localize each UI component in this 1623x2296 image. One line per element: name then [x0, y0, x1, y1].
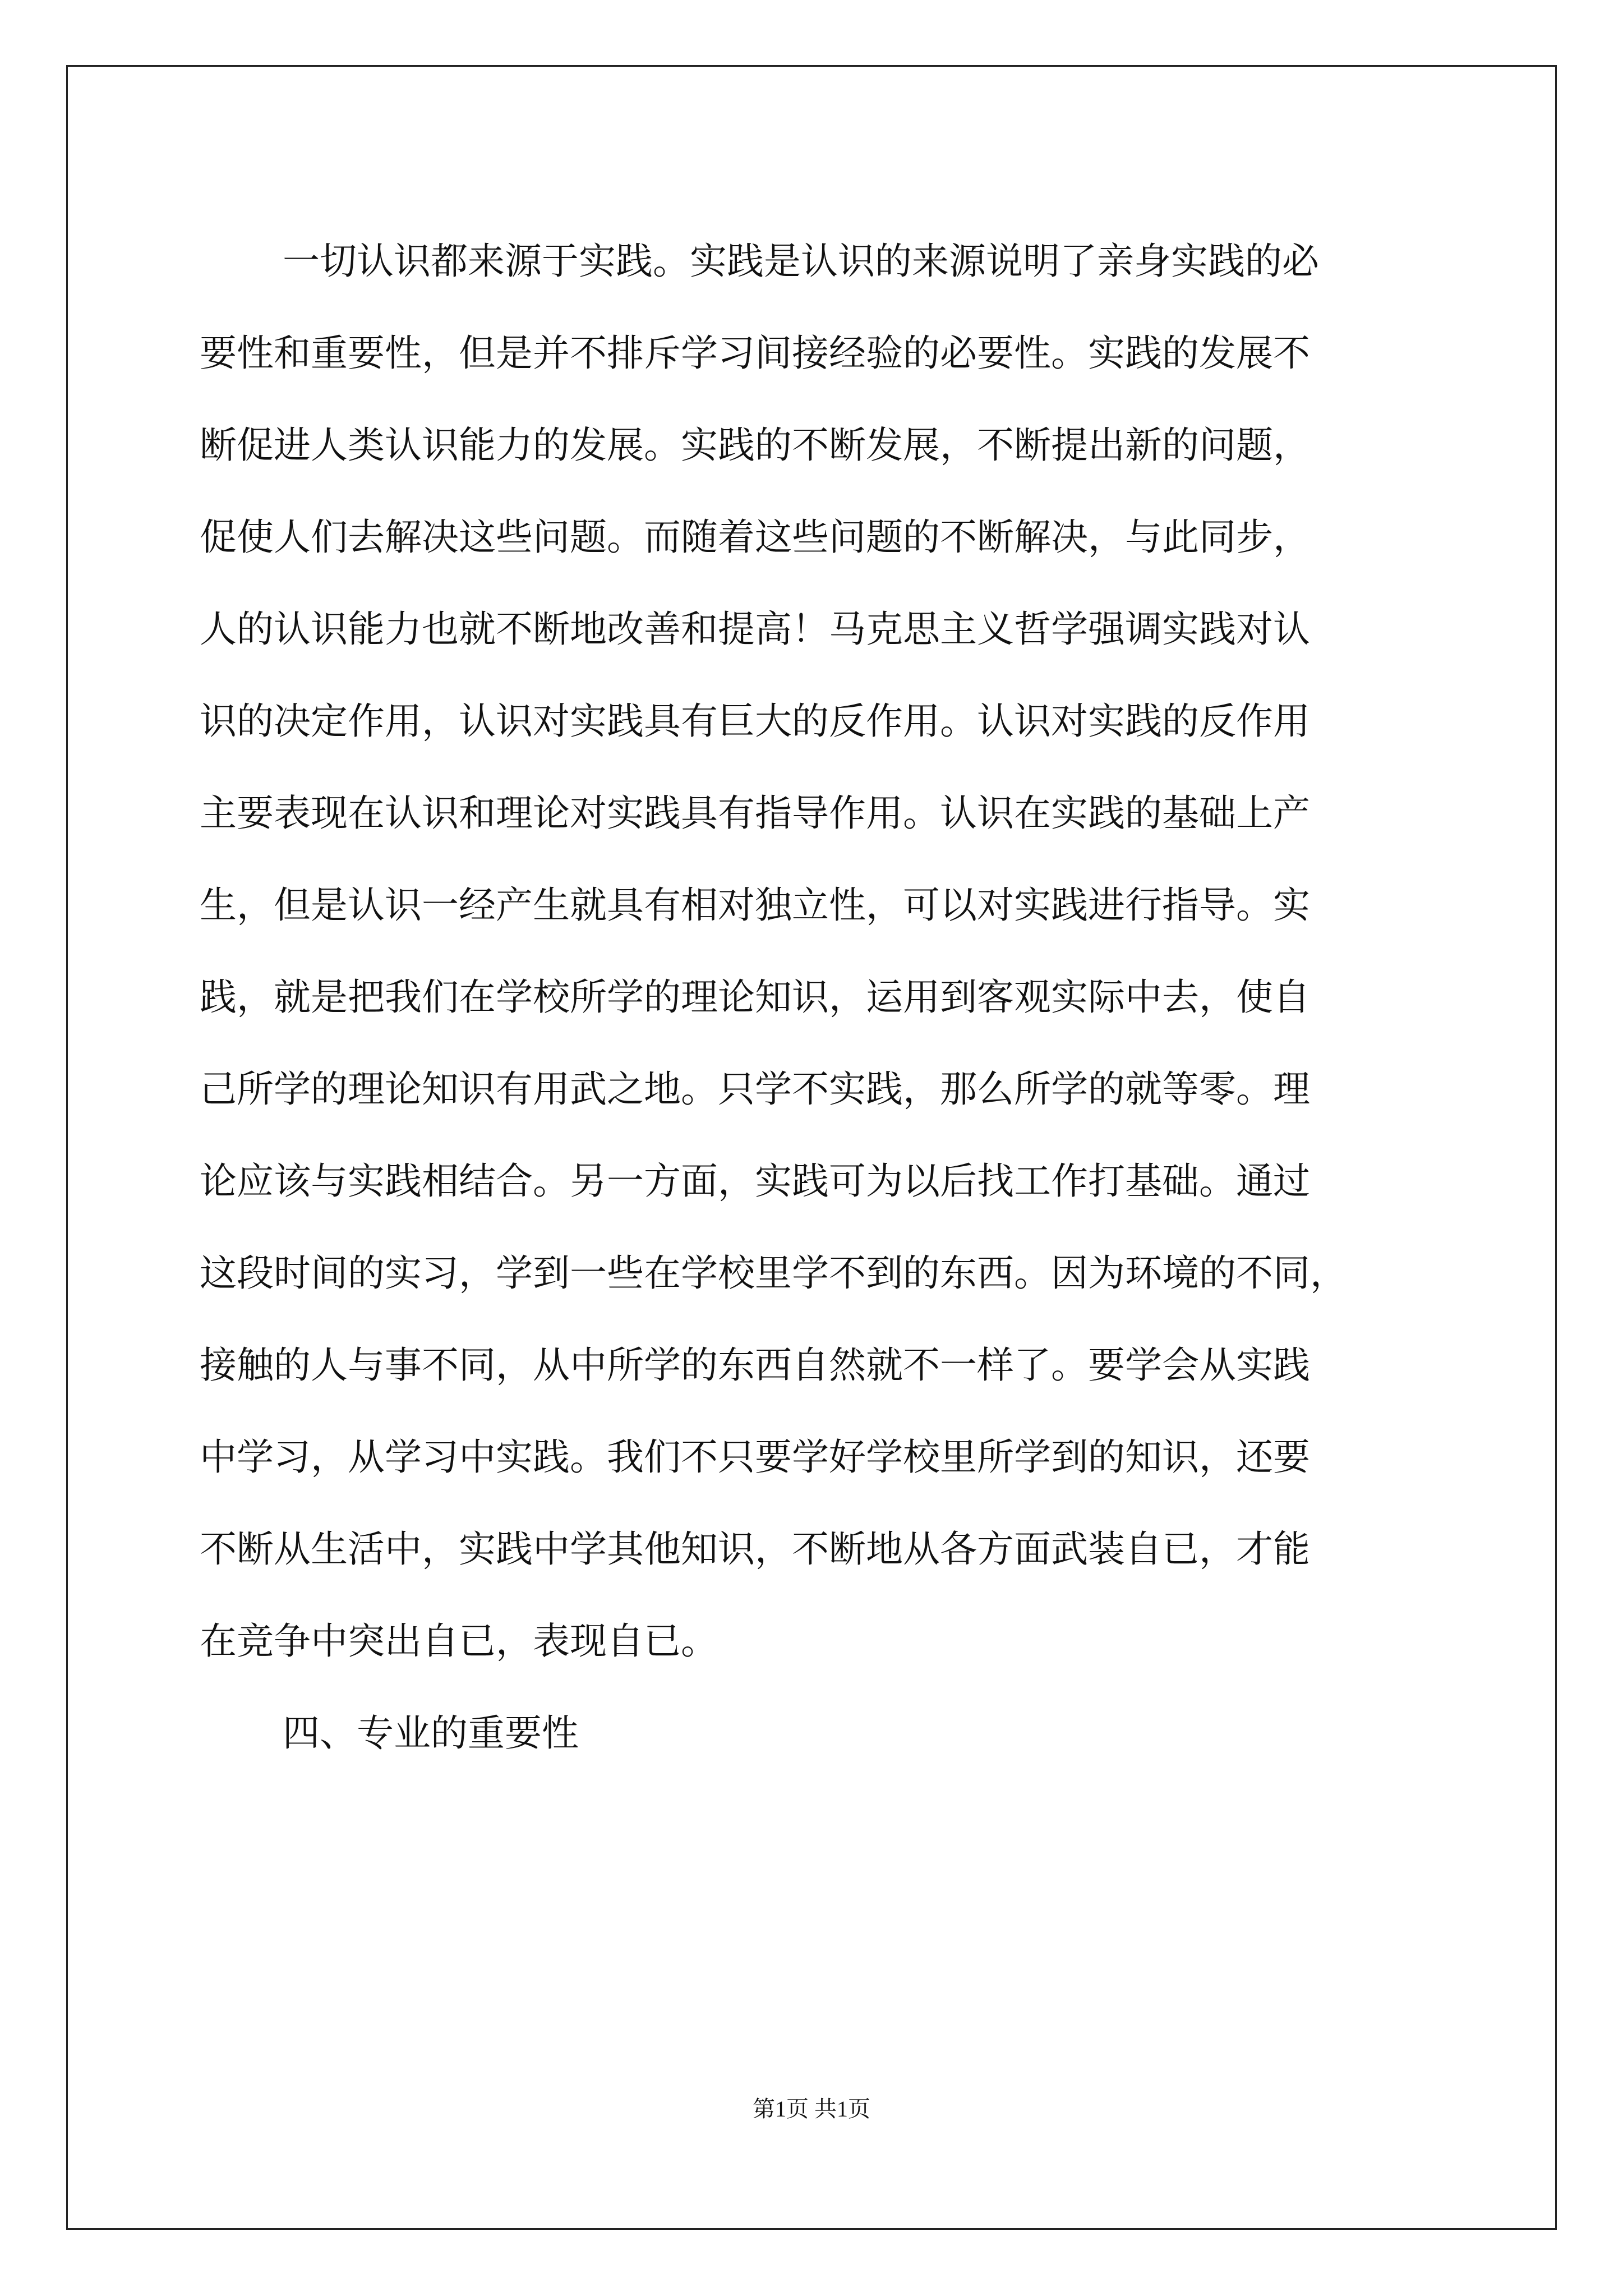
- paragraph-line: 践，就是把我们在学校所学的理论知识，运用到客观实际中去，使自: [200, 976, 1310, 1019]
- paragraph-line: 己所学的理论知识有用武之地。只学不实践，那么所学的就等零。理: [200, 1068, 1310, 1111]
- paragraph-line: 这段时间的实习，学到一些在学校里学不到的东西。因为环境的不同，: [200, 1251, 1347, 1295]
- paragraph-line: 接触的人与事不同，从中所学的东西自然就不一样了。要学会从实践: [200, 1343, 1310, 1387]
- page-number-footer: 第1页 共1页: [753, 2096, 870, 2122]
- paragraph-line: 在竞争中突出自已，表现自已。: [200, 1619, 718, 1663]
- paragraph-line: 主要表现在认识和理论对实践具有指导作用。认识在实践的基础上产: [200, 792, 1310, 835]
- paragraph-line: 断促进人类认识能力的发展。实践的不断发展，不断提出新的问题，: [200, 424, 1310, 467]
- paragraph-line: 要性和重要性，但是并不排斥学习间接经验的必要性。实践的发展不: [200, 332, 1310, 375]
- document-body: [200, 215, 1456, 1779]
- section-heading: 四、专业的重要性: [283, 1711, 579, 1755]
- paragraph-line: 不断从生活中，实践中学其他知识，不断地从各方面武装自已，才能: [200, 1527, 1310, 1571]
- paragraph-line: 生，但是认识一经产生就具有相对独立性，可以对实践进行指导。实: [200, 884, 1310, 927]
- paragraph-line: 一切认识都来源于实践。实践是认识的来源说明了亲身实践的必: [283, 240, 1319, 283]
- paragraph-line: 识的决定作用，认识对实践具有巨大的反作用。认识对实践的反作用: [200, 700, 1310, 743]
- paragraph-line: 促使人们去解决这些问题。而随着这些问题的不断解决，与此同步，: [200, 516, 1310, 559]
- paragraph-line: 中学习，从学习中实践。我们不只要学好学校里所学到的知识，还要: [200, 1435, 1310, 1479]
- paragraph-line: 论应该与实践相结合。另一方面，实践可为以后找工作打基础。通过: [200, 1159, 1310, 1203]
- paragraph-line: 人的认识能力也就不断地改善和提高！马克思主义哲学强调实践对认: [200, 608, 1310, 651]
